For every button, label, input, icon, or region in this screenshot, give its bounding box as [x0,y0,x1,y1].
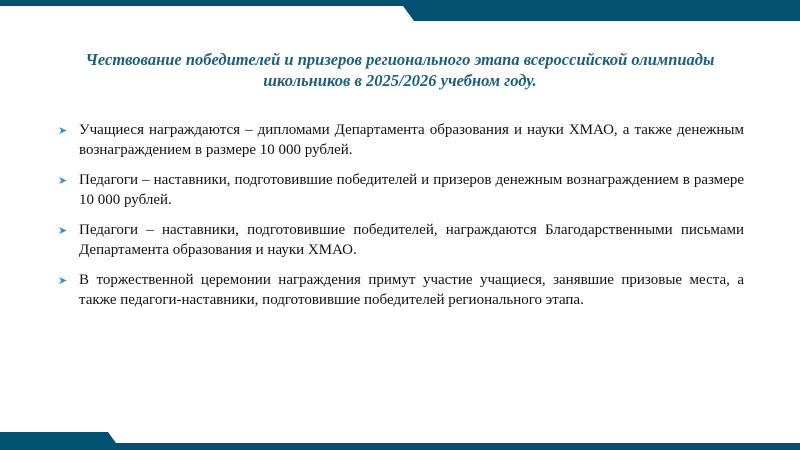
list-item-text: Педагоги – наставники, подготовившие победителей и призеров денежным вознаграждением в размере 10 000 рублей. [79,172,744,208]
list-item-text: В торжественной церемонии награждения примут участие учащиеся, занявшие призовые места, а также педагоги-наставники, подготовившие победителей регионального этапа. [79,272,744,308]
bullet-list [58,120,744,320]
list-item-text: Педагоги – наставники, подготовившие победителей, награждаются Благодарственными письмами Департамента образования и науки ХМАО. [79,222,744,258]
slide-title: Чествование победителей и призеров регионального этапа всероссийской олимпиады школьников в 2025/2026 учебном году. [85,50,715,90]
arrowhead-bullet-icon: ➤ [58,275,68,287]
arrowhead-bullet-icon: ➤ [58,225,68,237]
list-item [58,170,744,210]
bottom-decor-bar [0,443,800,450]
list-item-text: Учащиеся награждаются – дипломами Департамента образования и науки ХМАО, а также денежным вознаграждением в размере 10 000 рублей. [79,122,744,158]
arrowhead-bullet-icon: ➤ [58,125,68,137]
list-item [58,270,744,310]
list-item [58,120,744,160]
list-item [58,220,744,260]
arrowhead-bullet-icon: ➤ [58,175,68,187]
